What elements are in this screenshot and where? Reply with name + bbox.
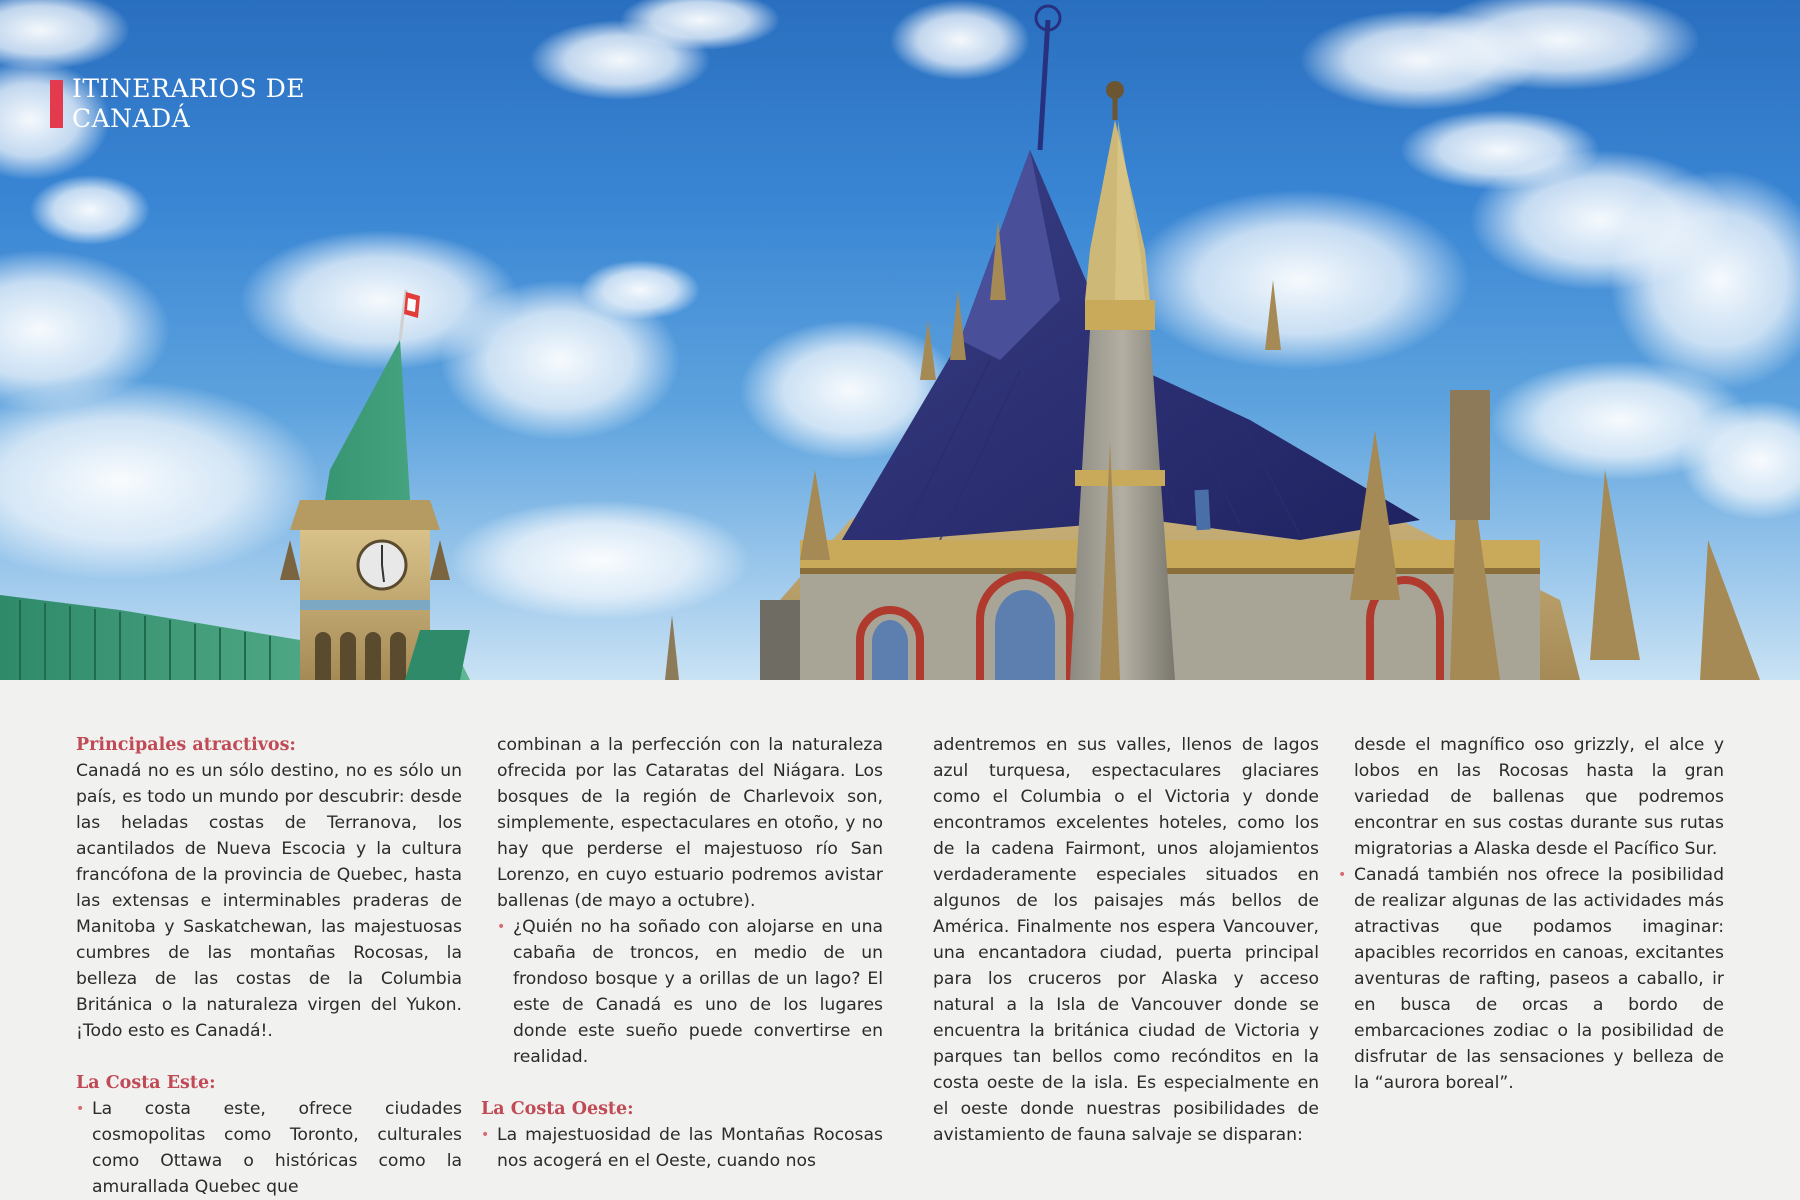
heading-costa-este: La Costa Este: — [76, 1073, 216, 1093]
column-4 — [1338, 732, 1724, 1096]
article-body — [0, 680, 1800, 1200]
list-item-costa-este-2: • ¿Quién no ha soñado con alojarse en una cabaña de troncos, en medio de un frondoso bosque y a orillas de un lago? El este de Canadá es uno de los lugares donde este sueño puede convertirse en realidad. — [497, 914, 883, 1070]
title-line-1: ITINERARIOS DE — [72, 74, 305, 103]
paragraph-costa-oeste-fauna: desde el magnífico oso grizzly, el alce y lobos en las Rocosas hasta la gran variedad de ballenas que podremos encontrar en sus costas durante sus rutas migratorias a Alaska desde el Pacífico Sur. — [1354, 735, 1724, 859]
list-item-costa-oeste-2: • Canadá también nos ofrece la posibilidad de realizar algunas de las actividades más atractivas que podamos imaginar: apacibles recorridos en canoas, excitantes aventuras de rafting, paseos a caballo, ir en busca de orcas a bordo de embarcaciones zodiac o la posibilidad de disfrutar de las sensaciones y belleza de la “aurora boreal”. — [1338, 862, 1724, 1096]
column-2 — [481, 732, 883, 1174]
bullet-icon: • — [1338, 867, 1347, 883]
paragraph-costa-este-continued: combinan a la perfección con la naturaleza ofrecida por las Cataratas del Niágara. Los bosques de la región de Charlevoix son, simplemente, espectaculares en otoño, y no hay que perderse el majestuoso río San Lorenzo, en cuyo estuario podremos avistar ballenas (de mayo a octubre). — [497, 735, 883, 911]
paragraph-costa-oeste-continued: adentremos en sus valles, llenos de lagos azul turquesa, espectaculares glaciares como el Columbia o el Victoria y donde encontramos excelentes hoteles, como los de la cadena Fairmont, unos alojamientos verdaderamente especiales situados en algunos de los paisajes más bellos de América. Finalmente nos espera Vancouver, una encantadora ciudad, puerta principal para los cruceros por Alaska y acceso natural a la Isla de Vancouver donde se encuentra la británica ciudad de Victoria y parques tan bellos como recónditos en la costa oeste de la isla. Es especialmente en el oeste donde nuestras posibilidades de avistamiento de fauna salvaje se disparan: — [933, 735, 1319, 1145]
bullet-icon: • — [481, 1127, 490, 1143]
title-accent-bar — [50, 80, 63, 128]
bullet-icon: • — [497, 919, 506, 935]
list-item-costa-este-1: • La costa este, ofrece ciudades cosmopolitas como Toronto, culturales como Ottawa o históricas como la amurallada Quebec que — [76, 1096, 462, 1200]
clock-face-icon — [358, 541, 406, 589]
list-item-costa-oeste-1: • La majestuosidad de las Montañas Rocosas nos acogerá en el Oeste, cuando nos — [481, 1122, 883, 1174]
small-spire — [665, 615, 679, 680]
paragraph-principales: Canadá no es un sólo destino, no es sólo un país, es todo un mundo por descubrir: desde las heladas costas de Terranova, los acantilados de Nueva Escocia y la cultura francófona de la provincia de Quebec, hasta las extensas e interminables praderas de Manitoba y Saskatchewan, las majestuosas cumbres de las montañas Rocosas, la belleza de las costas de la Columbia Británica o la naturaleza virgen del Yukon. ¡Todo esto es Canadá!. — [76, 761, 462, 1041]
heading-principales-atractivos: Principales atractivos: — [76, 735, 296, 755]
title-line-2: CANADÁ — [72, 104, 191, 133]
column-3 — [933, 732, 1319, 1148]
heading-costa-oeste: La Costa Oeste: — [481, 1099, 634, 1119]
page-title — [50, 74, 305, 134]
bullet-icon: • — [76, 1101, 85, 1117]
column-1 — [76, 732, 462, 1200]
canada-flag-icon — [404, 292, 420, 318]
